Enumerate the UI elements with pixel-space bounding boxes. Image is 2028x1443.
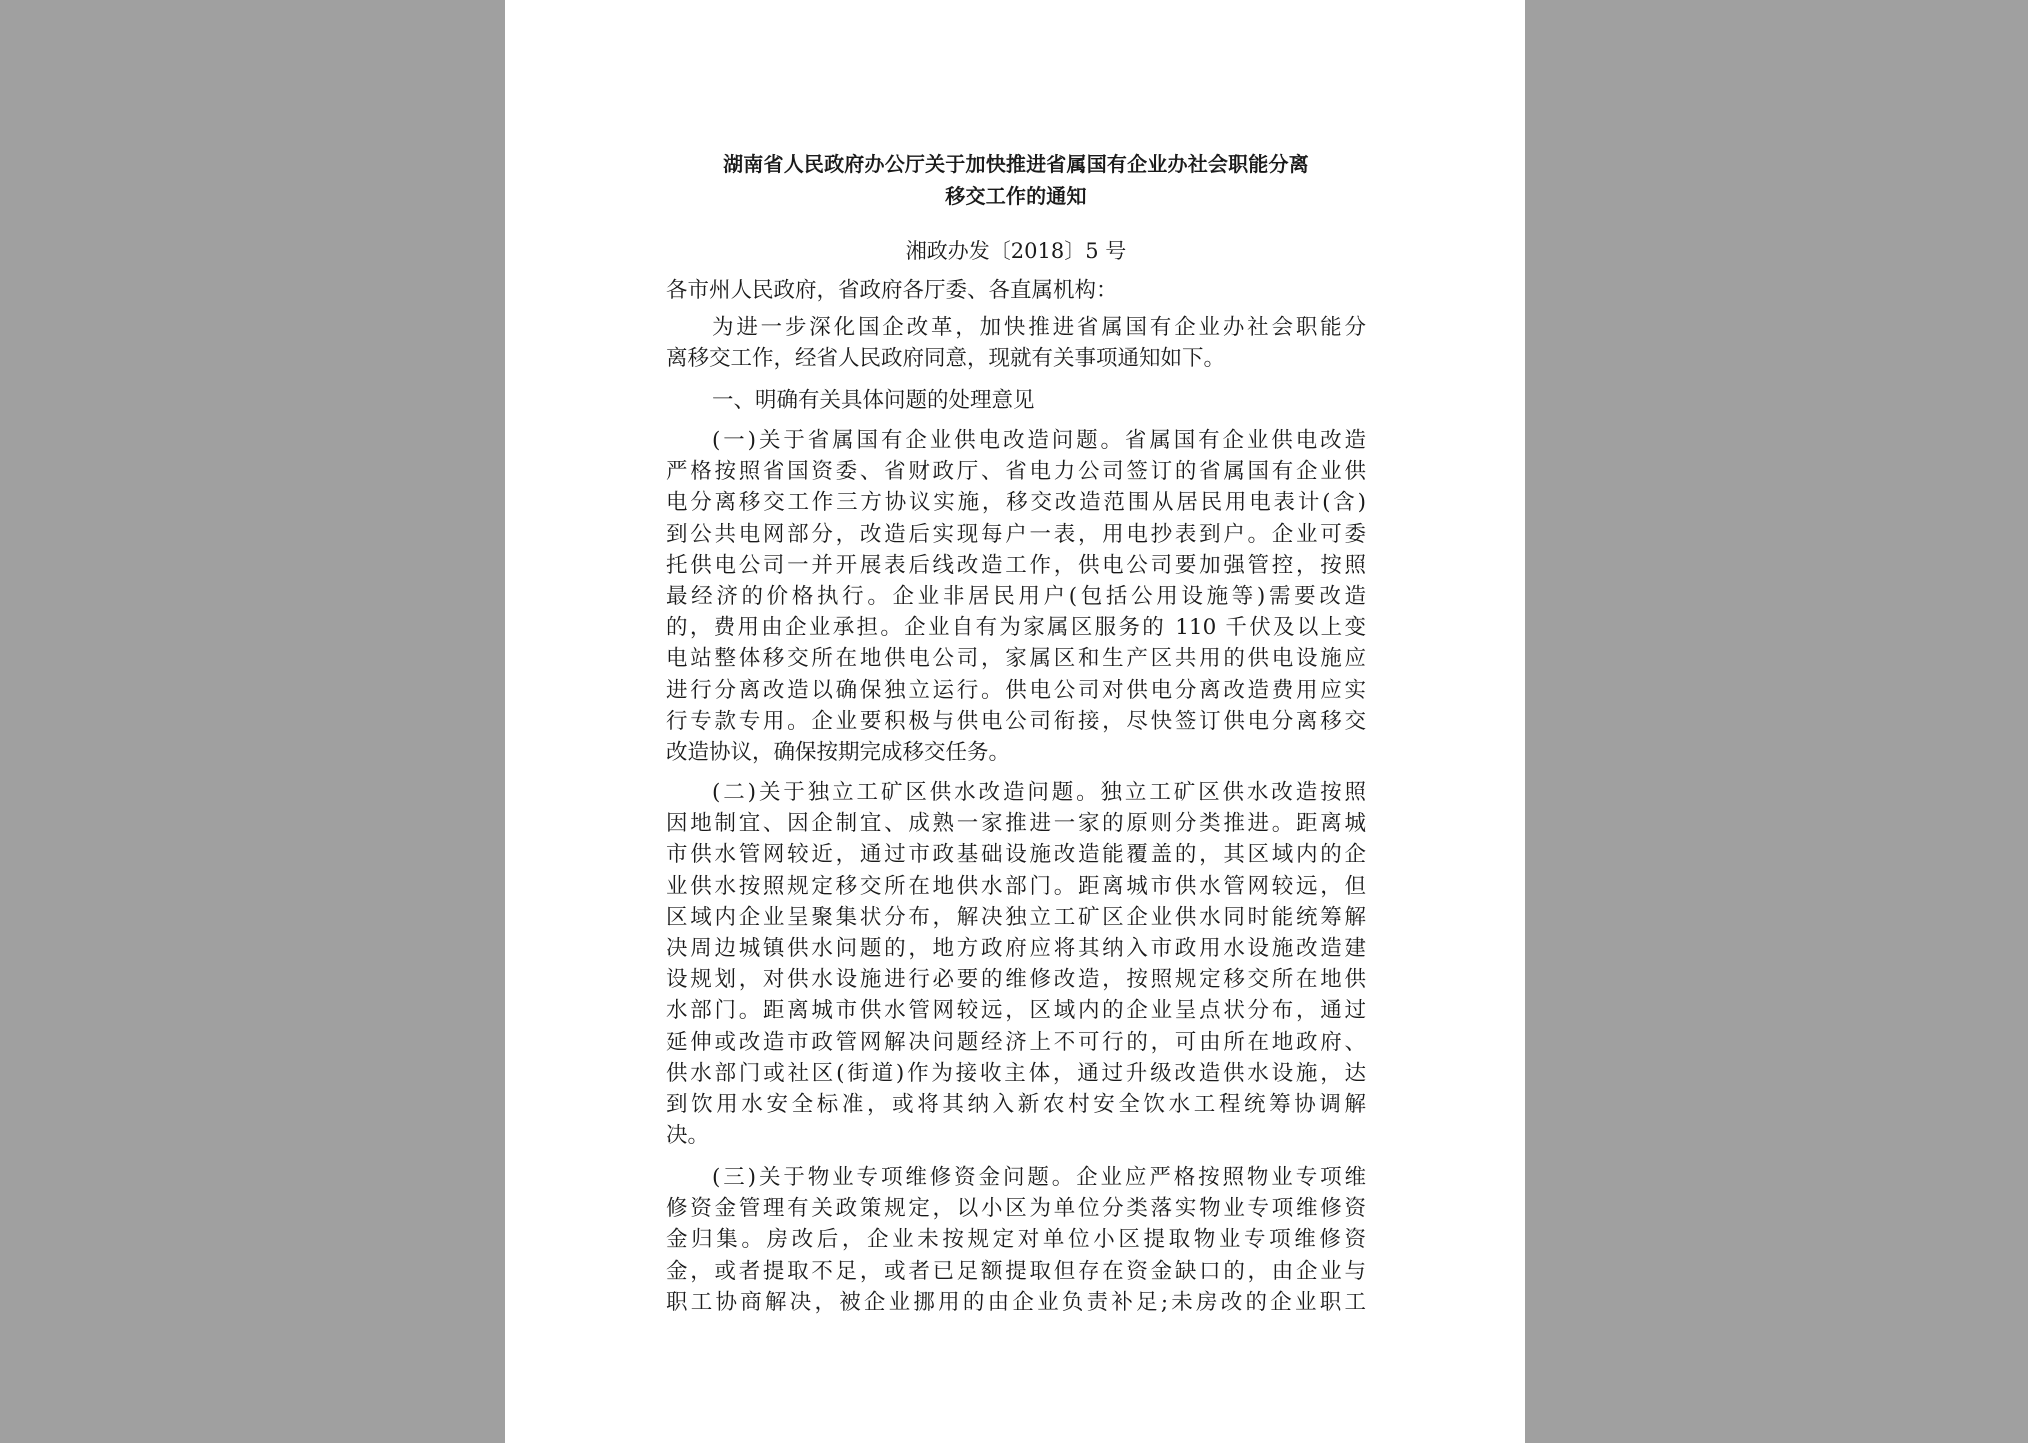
paragraph-line: 金归集。房改后，企业未按规定对单位小区提取物业专项维修资 — [666, 1227, 1366, 1253]
paragraph-line: 电分离移交工作三方协议实施，移交改造范围从居民用电表计(含) — [666, 490, 1366, 516]
item2-paragraph — [666, 777, 1366, 1151]
paragraph-line: 行专款专用。企业要积极与供电公司衔接，尽快签订供电分离移交 — [666, 708, 1366, 734]
paragraph-line: 改造协议，确保按期完成移交任务。 — [666, 740, 1011, 766]
paragraph-line: 职工协商解决，被企业挪用的由企业负责补足;未房改的企业职工 — [666, 1289, 1366, 1315]
paragraph-line: 市供水管网较近，通过市政基础设施改造能覆盖的，其区域内的企 — [666, 842, 1366, 868]
paragraph-line: 托供电公司一并开展表后线改造工作，供电公司要加强管控，按照 — [666, 552, 1366, 578]
paragraph-line: 的，费用由企业承担。企业自有为家属区服务的 110 千伏及以上变 — [666, 615, 1366, 641]
paragraph-line: 因地制宜、因企制宜、成熟一家推进一家的原则分类推进。距离城 — [666, 811, 1366, 837]
document-title — [666, 148, 1366, 212]
paragraph-line: 业供水按照规定移交所在地供水部门。距离城市供水管网较远，但 — [666, 873, 1366, 899]
item1-paragraph — [666, 425, 1366, 768]
paragraph-line: 区域内企业呈聚集状分布，解决独立工矿区企业供水同时能统筹解 — [666, 904, 1366, 930]
paragraph-line: (二)关于独立工矿区供水改造问题。独立工矿区供水改造按照 — [712, 780, 1366, 805]
addressee: 各市州人民政府，省政府各厅委、各直属机构： — [666, 278, 1118, 303]
title-line: 移交工作的通知 — [945, 184, 1087, 208]
paragraph-line: 供水部门或社区(街道)作为接收主体，通过升级改造供水设施，达 — [666, 1060, 1366, 1086]
paragraph-line: 延伸或改造市政管网解决问题经济上不可行的，可由所在地政府、 — [666, 1029, 1366, 1055]
document-page — [505, 0, 1525, 1443]
section-heading: 一、明确有关具体问题的处理意见 — [712, 388, 1035, 413]
paragraph-line: 修资金管理有关政策规定，以小区为单位分类落实物业专项维修资 — [666, 1196, 1366, 1222]
paragraph-line: 金，或者提取不足，或者已足额提取但存在资金缺口的，由企业与 — [666, 1258, 1366, 1284]
item3-paragraph — [666, 1162, 1366, 1318]
paragraph-line: 设规划，对供水设施进行必要的维修改造，按照规定移交所在地供 — [666, 967, 1366, 993]
paragraph-line: 决。 — [666, 1123, 710, 1149]
paragraph-line: 决周边城镇供水问题的，地方政府应将其纳入市政用水设施改造建 — [666, 936, 1366, 962]
paragraph-line: 最经济的价格执行。企业非居民用户(包括公用设施等)需要改造 — [666, 584, 1366, 610]
paragraph-line: 电站整体移交所在地供电公司，家属区和生产区共用的供电设施应 — [666, 646, 1366, 672]
paragraph-line: 离移交工作，经省人民政府同意，现就有关事项通知如下。 — [666, 346, 1226, 372]
paragraph-line: (三)关于物业专项维修资金问题。企业应严格按照物业专项维 — [712, 1165, 1366, 1190]
document-number: 湘政办发〔2018〕5 号 — [905, 239, 1127, 263]
paragraph-line: 进行分离改造以确保独立运行。供电公司对供电分离改造费用应实 — [666, 677, 1366, 703]
paragraph-line: (一)关于省属国有企业供电改造问题。省属国有企业供电改造 — [712, 428, 1366, 453]
intro-paragraph — [666, 312, 1366, 374]
paragraph-line: 严格按照省国资委、省财政厅、省电力公司签订的省属国有企业供 — [666, 459, 1366, 485]
paragraph-line: 到公共电网部分，改造后实现每户一表，用电抄表到户。企业可委 — [666, 521, 1366, 547]
paragraph-line: 到饮用水安全标准，或将其纳入新农村安全饮水工程统筹协调解 — [666, 1092, 1366, 1118]
paragraph-line: 水部门。距离城市供水管网较远，区域内的企业呈点状分布，通过 — [666, 998, 1366, 1024]
title-line: 湖南省人民政府办公厅关于加快推进省属国有企业办社会职能分离 — [723, 152, 1309, 176]
paragraph-line: 为进一步深化国企改革，加快推进省属国有企业办社会职能分 — [712, 315, 1366, 340]
